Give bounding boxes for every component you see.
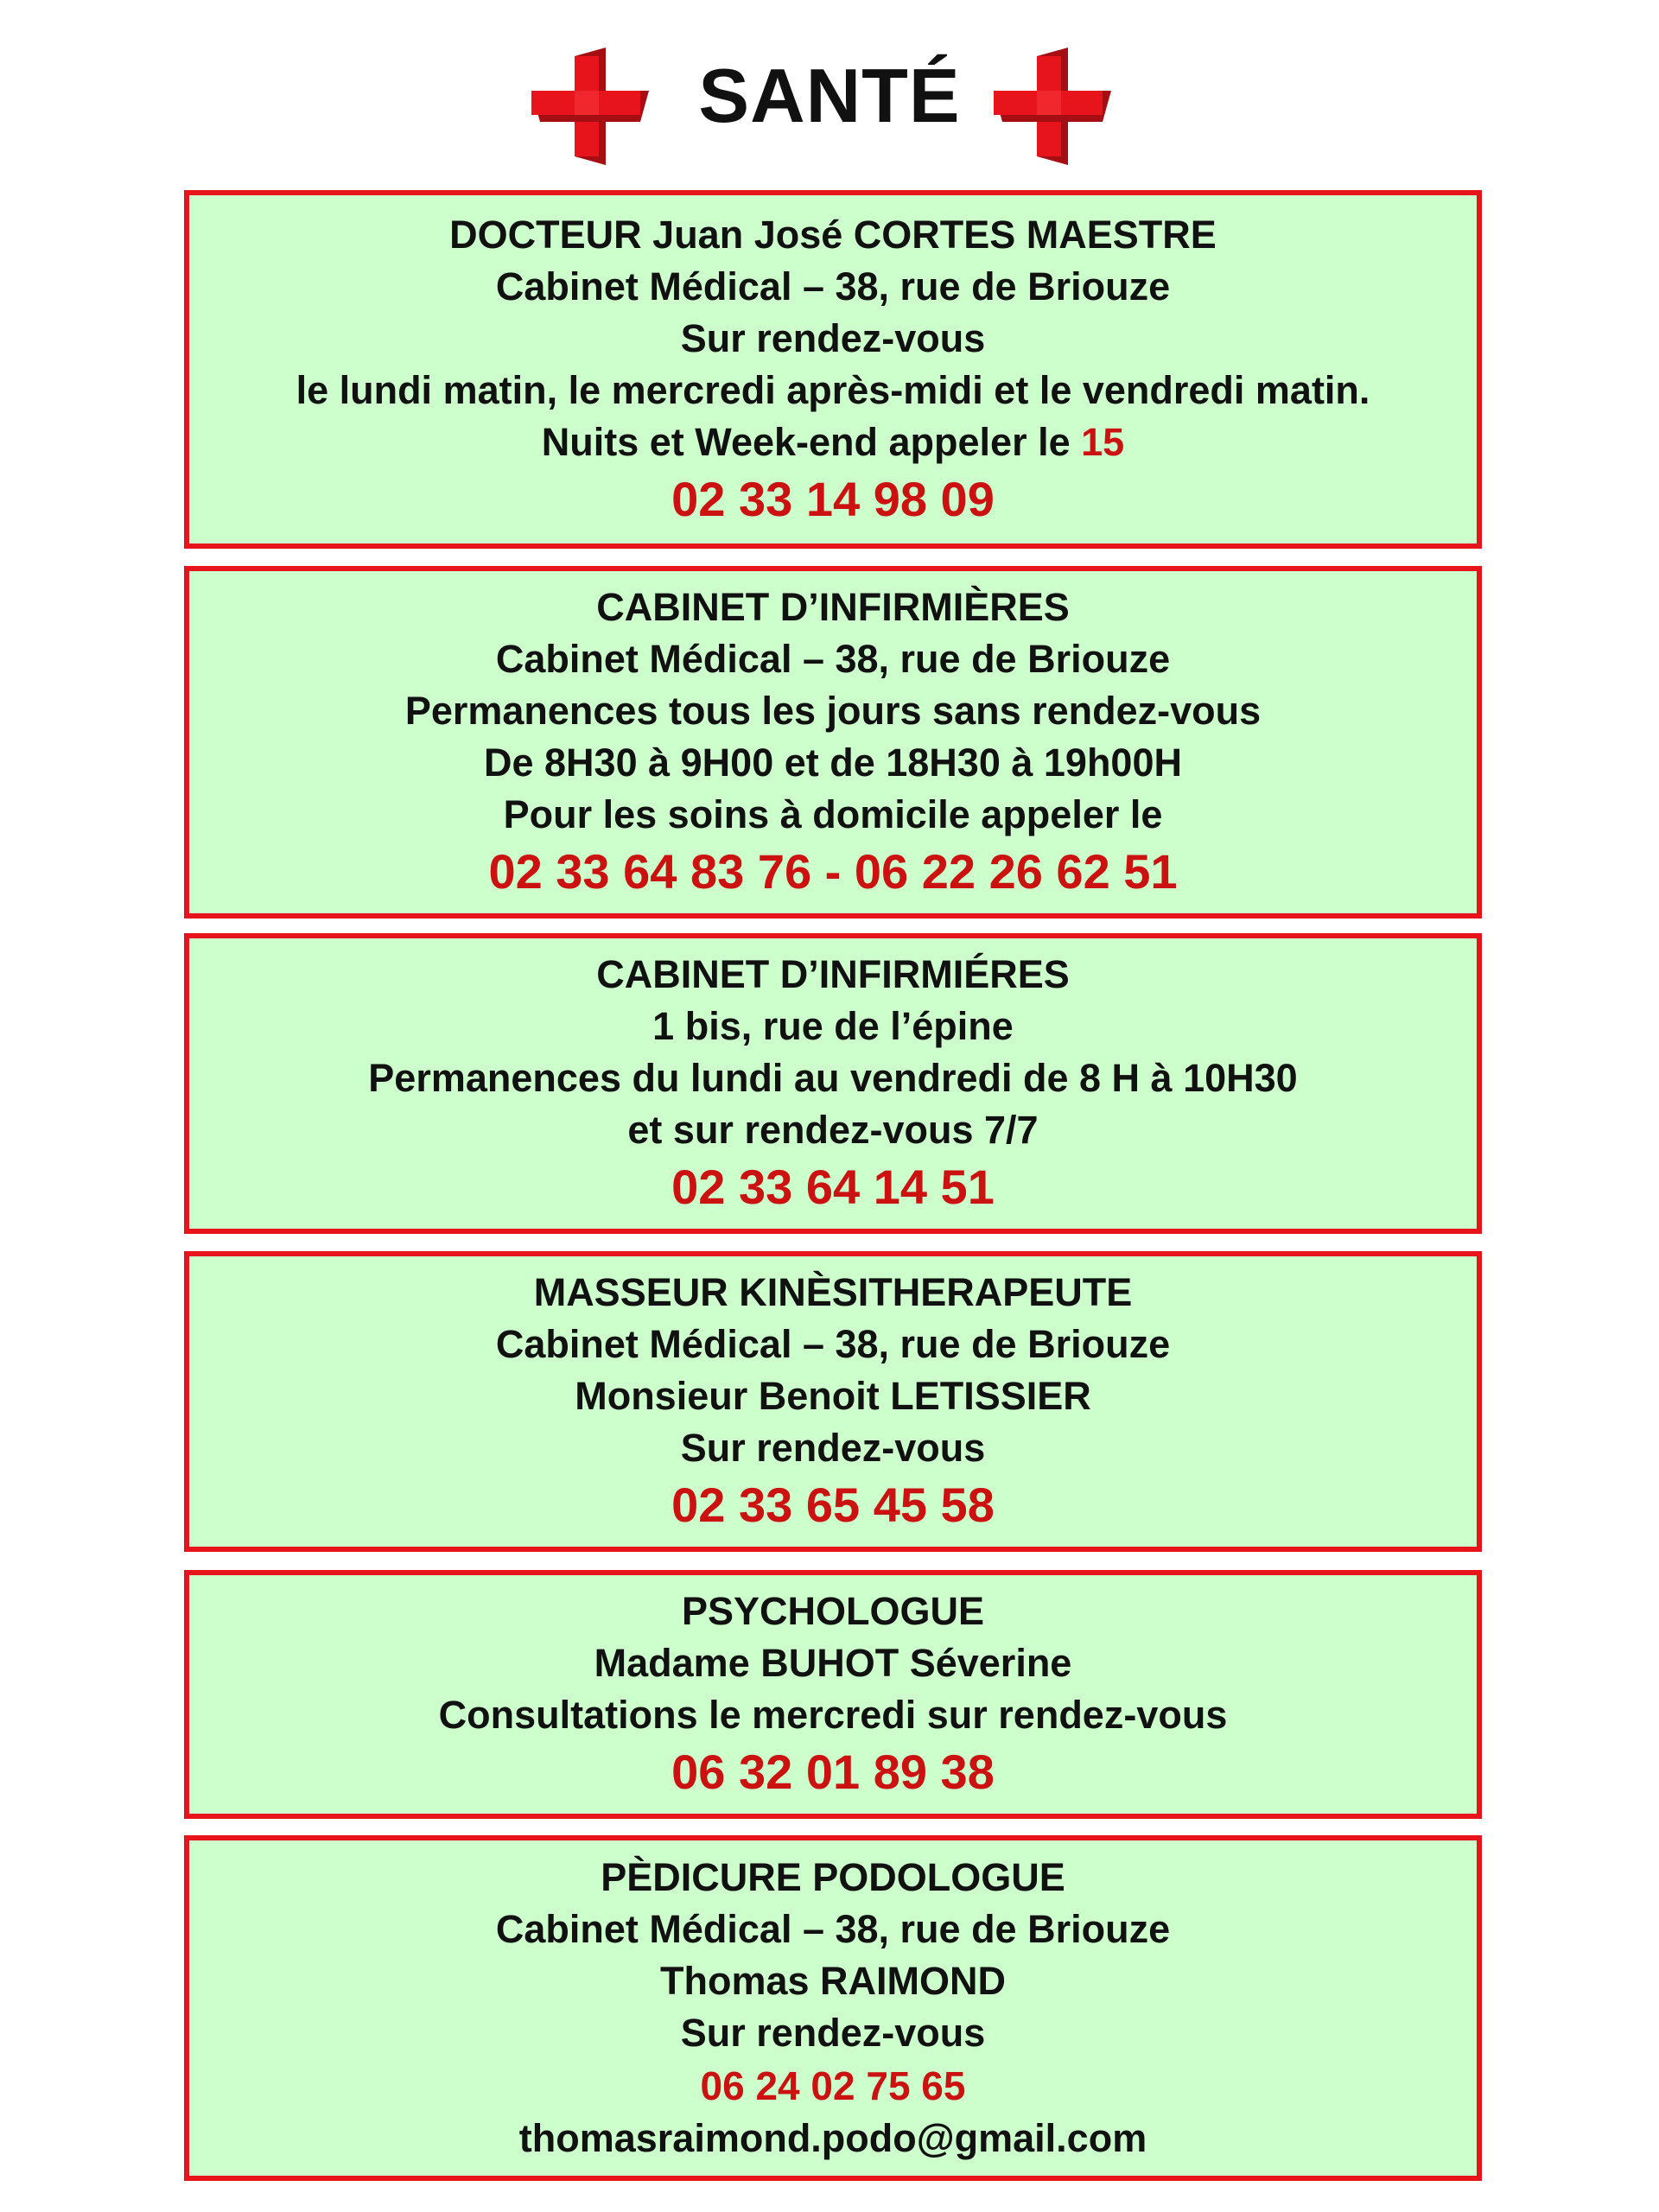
doctor-panel xyxy=(184,190,1482,549)
emergency-text: Nuits et Week-end appeler le xyxy=(541,419,1082,464)
schedule: le lundi matin, le mercredi après-midi et le vendredi matin. xyxy=(296,367,1370,412)
section-title: CABINET D’INFIRMIÈRES xyxy=(596,585,1070,629)
red-cross-icon xyxy=(994,48,1111,165)
consultation-note: Consultations le mercredi sur rendez-vous xyxy=(438,1693,1228,1737)
phone-number: 06 32 01 89 38 xyxy=(671,1745,995,1799)
emergency-number: 15 xyxy=(1081,419,1125,464)
section-title: PÈDICURE PODOLOGUE xyxy=(601,1855,1065,1899)
appointment-note: et sur rendez-vous 7/7 xyxy=(627,1108,1039,1152)
section-title: PSYCHOLOGUE xyxy=(681,1589,985,1633)
nurses-panel-1 xyxy=(184,566,1482,918)
physio-panel xyxy=(184,1251,1482,1552)
podiatrist-panel xyxy=(184,1835,1482,2181)
home-care-note: Pour les soins à domicile appeler le xyxy=(503,792,1163,836)
section-title: CABINET D’INFIRMIÉRES xyxy=(596,952,1070,996)
phone-number: 02 33 14 98 09 xyxy=(671,471,995,526)
psychologist-panel xyxy=(184,1570,1482,1819)
address: Cabinet Médical – 38, rue de Briouze xyxy=(495,1907,1171,1951)
appointment-note: Sur rendez-vous xyxy=(680,315,986,360)
section-title: MASSEUR KINÈSITHERAPEUTE xyxy=(533,1270,1133,1314)
email-address: thomasraimond.podo@gmail.com xyxy=(518,2116,1147,2160)
appointment-note: Sur rendez-vous xyxy=(680,2011,986,2055)
hours: Permanences du lundi au vendredi de 8 H à 10H30 xyxy=(368,1056,1298,1100)
phone-number: 06 24 02 75 65 xyxy=(700,2063,966,2108)
page-header xyxy=(0,48,1659,177)
practitioner-name: Monsieur Benoit LETISSIER xyxy=(575,1374,1091,1418)
address: Cabinet Médical – 38, rue de Briouze xyxy=(495,264,1171,308)
phone-number: 02 33 64 14 51 xyxy=(671,1160,995,1214)
phone-number: 02 33 65 45 58 xyxy=(671,1478,995,1532)
page-title: SANTÉ xyxy=(698,53,961,138)
hours: De 8H30 à 9H00 et de 18H30 à 19h00H xyxy=(484,741,1182,785)
emergency-line xyxy=(189,416,1477,468)
address: Cabinet Médical – 38, rue de Briouze xyxy=(495,637,1171,681)
section-title: DOCTEUR Juan José CORTES MAESTRE xyxy=(449,212,1217,257)
nurses-panel-2 xyxy=(184,933,1482,1234)
address: 1 bis, rue de l’épine xyxy=(652,1004,1014,1048)
appointment-note: Sur rendez-vous xyxy=(680,1426,986,1470)
phone-number: 02 33 64 83 76 - 06 22 26 62 51 xyxy=(488,844,1178,899)
address: Cabinet Médical – 38, rue de Briouze xyxy=(495,1322,1171,1366)
hours-intro: Permanences tous les jours sans rendez-vous xyxy=(404,689,1262,733)
practitioner-name: Thomas RAIMOND xyxy=(659,1959,1006,2003)
practitioner-name: Madame BUHOT Séverine xyxy=(594,1641,1072,1685)
